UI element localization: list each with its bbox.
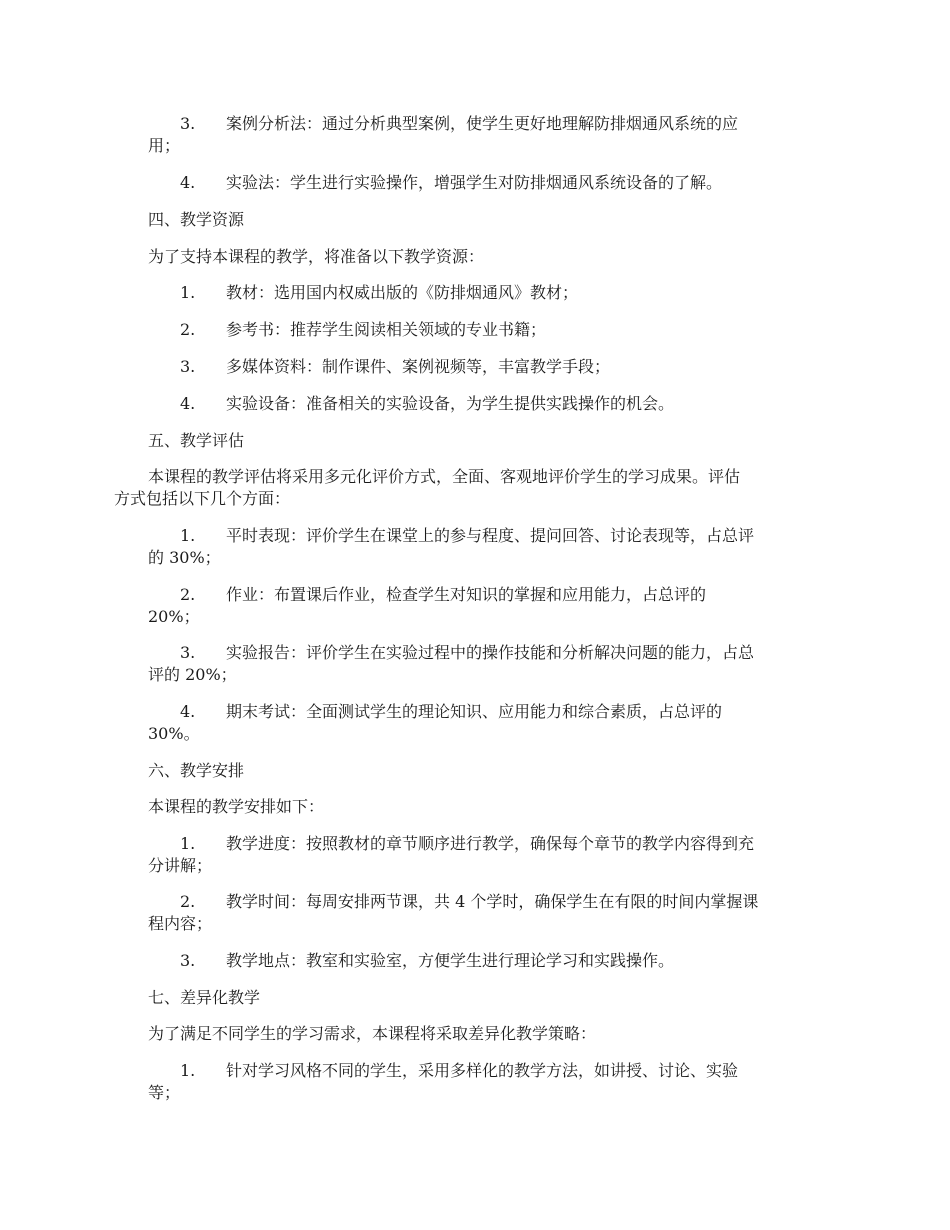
- paragraph: 本课程的教学评估将采用多元化评价方式，全面、客观地评价学生的学习成果。评估: [148, 467, 741, 486]
- list-item-text: 实验法：学生进行实验操作，增强学生对防排烟通风系统设备的了解。: [226, 173, 723, 192]
- section-heading: 五、教学评估: [148, 431, 245, 450]
- paragraph: 本课程的教学安排如下：: [148, 797, 325, 816]
- list-item-text: 参考书：推荐学生阅读相关领域的专业书籍；: [226, 320, 547, 339]
- list-item-continuation: 分讲解；: [148, 856, 213, 875]
- list-item-continuation: 程内容；: [148, 914, 213, 933]
- list-item-text: 实验设备：准备相关的实验设备，为学生提供实践操作的机会。: [226, 394, 675, 413]
- list-item-text: 期末考试：全面测试学生的理论知识、应用能力和综合素质，占总评的: [226, 702, 723, 721]
- section-heading: 四、教学资源: [148, 210, 245, 229]
- list-item-continuation: 30%。: [148, 724, 200, 743]
- list-item-number: 3.: [180, 357, 196, 376]
- list-item-text: 实验报告：评价学生在实验过程中的操作技能和分析解决问题的能力，占总: [226, 643, 755, 662]
- list-item-continuation: 等；: [148, 1083, 181, 1102]
- list-item-number: 3.: [180, 643, 196, 662]
- list-item-text: 案例分析法：通过分析典型案例，使学生更好地理解防排烟通风系统的应: [226, 114, 739, 133]
- list-item-text: 多媒体资料：制作课件、案例视频等，丰富教学手段；: [226, 357, 611, 376]
- list-item-text: 平时表现：评价学生在课堂上的参与程度、提问回答、讨论表现等，占总评: [226, 526, 755, 545]
- list-item-continuation: 评的 20%；: [148, 665, 237, 684]
- list-item-text: 教学地点：教室和实验室，方便学生进行理论学习和实践操作。: [226, 951, 675, 970]
- list-item-number: 4.: [180, 702, 196, 721]
- list-item-number: 4.: [180, 394, 196, 413]
- section-heading: 七、差异化教学: [148, 988, 261, 1007]
- list-item-text: 教学进度：按照教材的章节顺序进行教学，确保每个章节的教学内容得到充: [226, 834, 755, 853]
- list-item-text: 针对学习风格不同的学生，采用多样化的教学方法，如讲授、讨论、实验: [226, 1061, 739, 1080]
- list-item-number: 3.: [180, 114, 196, 133]
- list-item-number: 2.: [180, 320, 196, 339]
- list-item-continuation: 用；: [148, 136, 181, 155]
- list-item-number: 1.: [180, 526, 196, 545]
- list-item-number: 4.: [180, 173, 196, 192]
- list-item-text: 教学时间：每周安排两节课，共 4 个学时，确保学生在有限的时间内掌握课: [226, 892, 759, 911]
- paragraph: 为了满足不同学生的学习需求，本课程将采取差异化教学策略：: [148, 1024, 597, 1043]
- list-item-number: 3.: [180, 951, 196, 970]
- list-item-continuation: 的 30%；: [148, 548, 221, 567]
- list-item-number: 1.: [180, 1061, 196, 1080]
- list-item-text: 作业：布置课后作业，检查学生对知识的掌握和应用能力，占总评的: [226, 585, 707, 604]
- list-item-number: 2.: [180, 585, 196, 604]
- section-heading: 六、教学安排: [148, 761, 245, 780]
- list-item-continuation: 20%；: [148, 607, 200, 626]
- list-item-text: 教材：选用国内权威出版的《防排烟通风》教材；: [226, 283, 579, 302]
- paragraph-continuation: 方式包括以下几个方面：: [114, 489, 291, 508]
- list-item-number: 1.: [180, 283, 196, 302]
- list-item-number: 1.: [180, 834, 196, 853]
- paragraph: 为了支持本课程的教学，将准备以下教学资源：: [148, 247, 485, 266]
- list-item-number: 2.: [180, 892, 196, 911]
